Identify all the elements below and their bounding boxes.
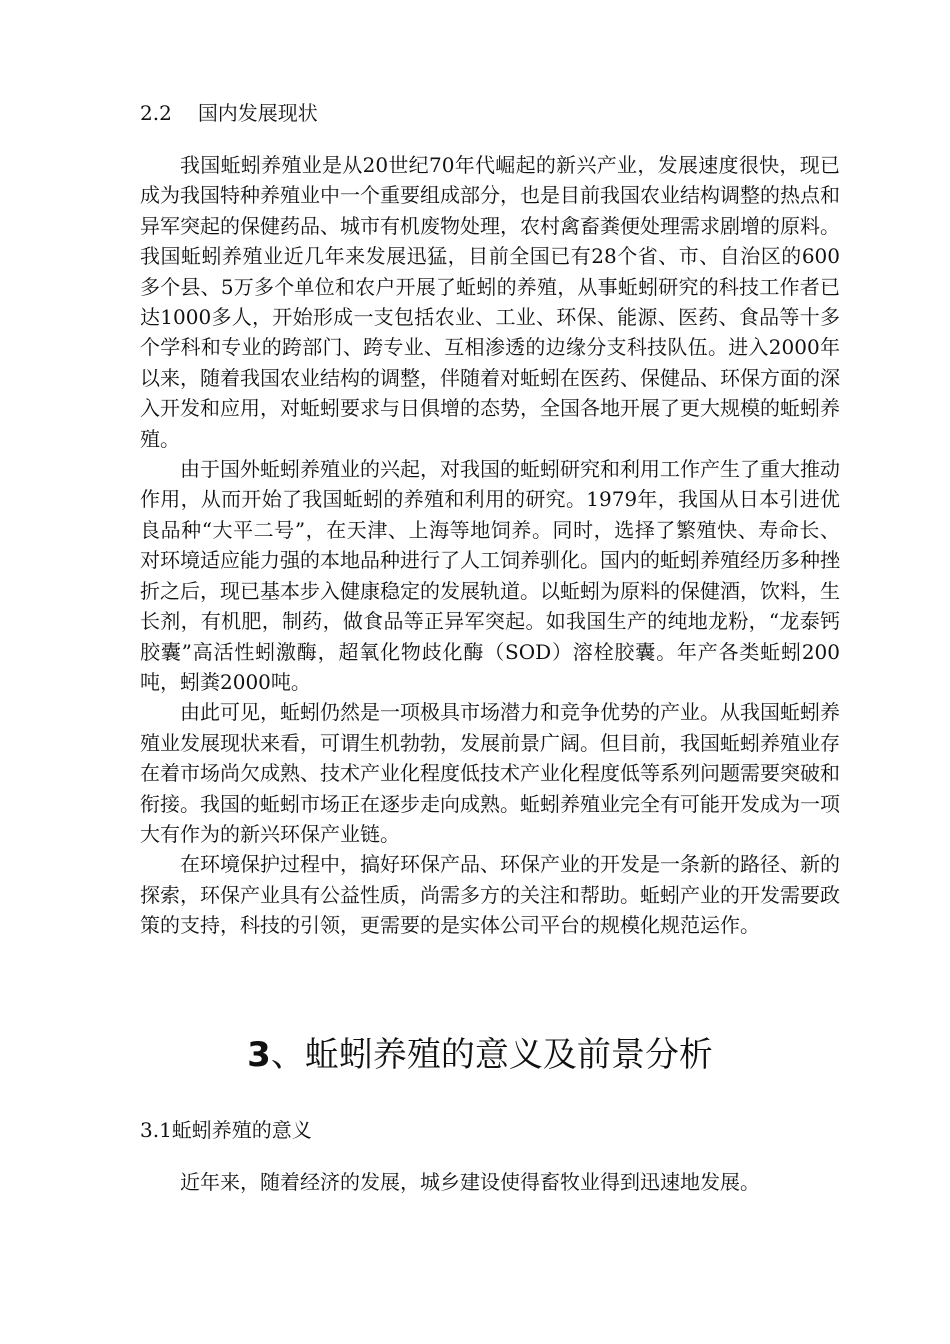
paragraph-3: 由此可见，蚯蚓仍然是一项极具市场潜力和竞争优势的产业。从我国蚯蚓养殖业发展现状来看，可谓生机勃勃，发展前景广阔。但目前，我国蚯蚓养殖业存在着市场尚欠成熟、技术产业化程度低技术产业化程度低等系列问题需要突破和衔接。我国的蚯蚓市场正在逐步走向成熟。蚯蚓养殖业完全有可能开发成为一项大有作为的新兴环保产业链。 (140, 700, 840, 846)
section-3-1-number: 3.1 (140, 1118, 172, 1142)
chapter-3-title: 、蚯蚓养殖的意义及前景分析 (270, 1035, 713, 1075)
chapter-3-number: 3 (247, 1035, 271, 1075)
body-text (140, 150, 840, 941)
paragraph-5: 近年来，随着经济的发展，城乡建设使得畜牧业得到迅速地发展。 (180, 1170, 760, 1194)
section-2-2-title: 国内发展现状 (197, 101, 318, 125)
chapter-3-heading (140, 1030, 820, 1080)
section-3-1-heading (140, 1115, 312, 1145)
paragraph-4: 在环境保护过程中，搞好环保产品、环保产业的开发是一条新的路径、新的探索，环保产业具有公益性质，尚需多方的关注和帮助。蚯蚓产业的开发需要政策的支持，科技的引领，更需要的是实体公司平台的规模化规范运作。 (140, 852, 840, 938)
section-2-2-number: 2.2 (140, 101, 172, 125)
paragraph-1: 我国蚯蚓养殖业是从20世纪70年代崛起的新兴产业，发展速度很快，现已成为我国特种养殖业中一个重要组成部分，也是目前我国农业结构调整的热点和异军突起的保健药品、城市有机废物处理，农村禽畜粪便处理需求剧增的原料。我国蚯蚓养殖业近几年来发展迅猛，目前全国已有28个省、市、自治区的600多个县、5万多个单位和农户开展了蚯蚓的养殖，从事蚯蚓研究的科技工作者已达1000多人，开始形成一支包括农业、工业、环保、能源、医药、食品等十多个学科和专业的跨部门、跨专业、互相渗透的边缘分支科技队伍。进入2000年以来，随着我国农业结构的调整，伴随着对蚯蚓在医药、保健品、环保方面的深入开发和应用，对蚯蚓要求与日俱增的态势，全国各地开展了更大规模的蚯蚓养殖。 (140, 153, 840, 451)
section-2-2-heading (140, 98, 318, 128)
paragraph-2: 由于国外蚯蚓养殖业的兴起，对我国的蚯蚓研究和利用工作产生了重大推动作用，从而开始了我国蚯蚓的养殖和利用的研究。1979年，我国从日本引进优良品种“大平二号”，在天津、上海等地饲养。同时，选择了繁殖快、寿命长、对环境适应能力强的本地品种进行了人工饲养驯化。国内的蚯蚓养殖经历多种挫折之后，现已基本步入健康稳定的发展轨道。以蚯蚓为原料的保健酒，饮料，生长剂，有机肥，制药，做食品等正异军突起。如我国生产的纯地龙粉，“龙泰钙胶囊”高活性蚓激酶，超氧化物歧化酶（SOD）溶栓胶囊。年产各类蚯蚓200吨，蚓粪2000吨。 (140, 457, 840, 694)
section-3-1-title: 蚯蚓养殖的意义 (171, 1118, 312, 1142)
section-3-1-body (140, 1167, 840, 1197)
